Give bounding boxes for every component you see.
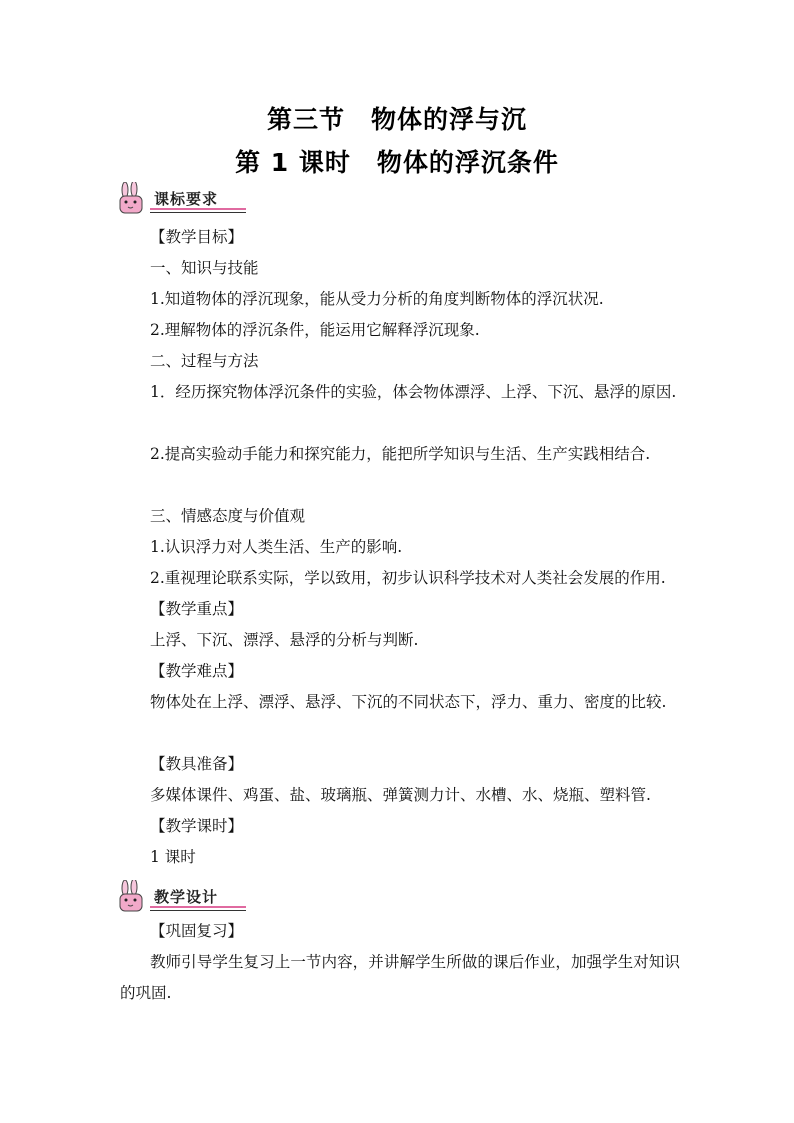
goal-text: 2.提高实验动手能力和探究能力，能把所学知识与生活、生产实践相结合. [150, 445, 651, 463]
class-hours-text: 1 课时 [150, 848, 196, 866]
goal-text: 1.认识浮力对人类生活、生产的影响. [150, 538, 403, 556]
bunny-mascot-icon [114, 182, 148, 216]
badge-underline [150, 212, 246, 213]
heading-attitude-values: 三、情感态度与价值观 [150, 507, 306, 525]
badge-underline [150, 910, 246, 911]
section-badge-curriculum [114, 182, 244, 216]
heading-teaching-aids: 【教具准备】 [150, 755, 244, 773]
lesson-subtitle: 第 1 课时 物体的浮沉条件 [235, 148, 559, 177]
goal-text: 1.知道物体的浮沉现象，能从受力分析的角度判断物体的浮沉状况. [150, 290, 604, 308]
heading-key-points: 【教学重点】 [150, 600, 244, 618]
badge-underline [150, 906, 246, 908]
heading-knowledge-skills: 一、知识与技能 [150, 259, 259, 277]
review-text: 教师引导学生复习上一节内容，并讲解学生所做的课后作业，加强学生对知识的巩固. [120, 953, 680, 1002]
goal-text: 1．经历探究物体浮沉条件的实验，体会物体漂浮、上浮、下沉、悬浮的原因. [150, 383, 677, 401]
key-points-text: 上浮、下沉、漂浮、悬浮的分析与判断. [150, 631, 419, 649]
badge-underline [150, 208, 246, 210]
section-label: 课标要求 [154, 190, 219, 208]
bunny-mascot-icon [114, 880, 148, 914]
difficulties-text: 物体处在上浮、漂浮、悬浮、下沉的不同状态下，浮力、重力、密度的比较. [150, 693, 667, 711]
goal-text: 2.重视理论联系实际，学以致用，初步认识科学技术对人类社会发展的作用. [150, 569, 666, 587]
lesson-title: 第三节 物体的浮与沉 [266, 105, 527, 134]
section-label: 教学设计 [154, 888, 219, 906]
heading-review: 【巩固复习】 [150, 922, 244, 940]
heading-process-methods: 二、过程与方法 [150, 352, 259, 370]
section-badge-design [114, 880, 244, 914]
heading-difficulties: 【教学难点】 [150, 662, 244, 680]
heading-teaching-goals: 【教学目标】 [150, 228, 244, 246]
teaching-aids-text: 多媒体课件、鸡蛋、盐、玻璃瓶、弹簧测力计、水槽、水、烧瓶、塑料管. [150, 786, 651, 804]
goal-text: 2.理解物体的浮沉条件，能运用它解释浮沉现象. [150, 321, 480, 339]
heading-class-hours: 【教学课时】 [150, 817, 244, 835]
